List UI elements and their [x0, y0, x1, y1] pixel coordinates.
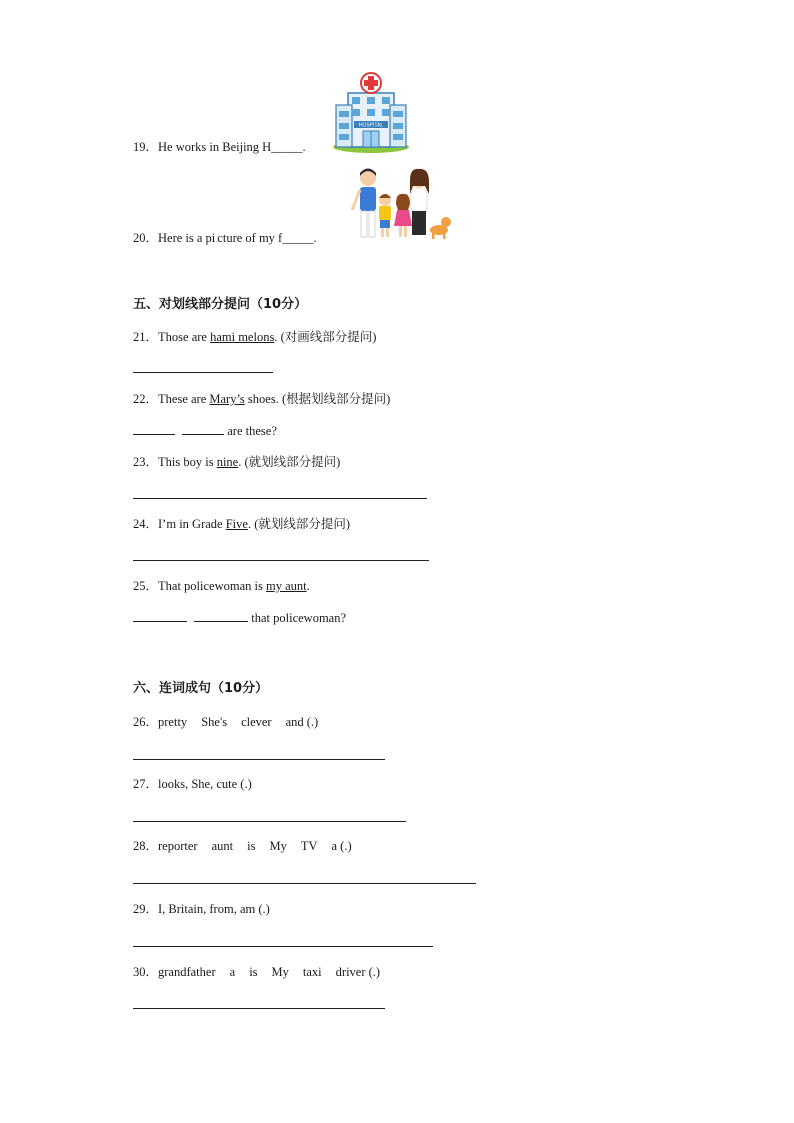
question-number: 23．	[133, 455, 159, 469]
word: is	[247, 839, 256, 853]
answer-blank[interactable]: _____	[282, 231, 314, 245]
section-6-title: 六、连词成句（10分）	[133, 681, 269, 696]
question-text: This boy is	[158, 455, 217, 469]
question-text: looks, She, cute (.)	[158, 777, 252, 791]
question-number: 21．	[133, 330, 159, 344]
question-30	[133, 964, 394, 980]
word: reporter	[158, 839, 198, 853]
word: taxi	[302, 965, 322, 979]
family-illustration	[343, 166, 453, 244]
word: a	[229, 965, 236, 979]
word: driver (.)	[335, 965, 381, 979]
instruction-text: . (对画线部分提问)	[274, 330, 377, 344]
word: a (.)	[331, 839, 352, 853]
question-number: 27．	[133, 777, 159, 791]
answer-template-text: are these?	[224, 424, 277, 438]
answer-blank-1[interactable]	[133, 422, 175, 435]
question-20	[133, 230, 317, 248]
question-number: 26．	[133, 715, 159, 729]
question-text: These are	[158, 392, 210, 406]
answer-25	[133, 609, 346, 626]
word: My	[269, 839, 287, 853]
question-28	[133, 838, 366, 854]
question-number: 30．	[133, 965, 159, 979]
punctuation: .	[306, 579, 310, 593]
answer-line-23[interactable]	[133, 498, 427, 499]
question-text: Those are	[158, 330, 211, 344]
word: clever	[241, 715, 272, 729]
underlined-phrase: hami melons	[210, 330, 275, 344]
question-number: 29．	[133, 902, 159, 916]
question-29	[133, 901, 270, 917]
punctuation: .	[302, 140, 306, 154]
instruction-text: . (就划线部分提问)	[238, 455, 341, 469]
hospital-illustration	[332, 71, 410, 153]
question-number: 19．	[133, 140, 159, 154]
punctuation: .	[313, 231, 317, 245]
word: is	[249, 965, 258, 979]
question-21	[133, 329, 376, 345]
word: aunt	[211, 839, 234, 853]
question-19	[133, 139, 306, 155]
question-text: I’m in Grade	[158, 517, 226, 531]
answer-line-24[interactable]	[133, 560, 429, 561]
underlined-phrase: nine	[216, 455, 239, 469]
question-23	[133, 454, 340, 470]
answer-blank-2[interactable]	[182, 422, 224, 435]
question-number: 22．	[133, 392, 159, 406]
question-22	[133, 391, 390, 407]
word: pretty	[158, 715, 188, 729]
underlined-phrase: Mary’s	[209, 392, 245, 406]
question-text: He works in Beijing H	[158, 140, 272, 154]
question-24	[133, 516, 350, 532]
answer-blank[interactable]: _____	[271, 140, 303, 154]
word: TV	[300, 839, 318, 853]
question-number: 24．	[133, 517, 159, 531]
answer-blank-1[interactable]	[133, 609, 187, 622]
answer-blank-2[interactable]	[194, 609, 248, 622]
answer-line-28[interactable]	[133, 883, 476, 884]
question-number: 25．	[133, 579, 159, 593]
answer-line-30[interactable]	[133, 1008, 385, 1009]
question-27	[133, 776, 252, 792]
answer-line-29[interactable]	[133, 946, 433, 947]
underlined-phrase: Five	[225, 517, 248, 531]
question-text: I, Britain, from, am (.)	[158, 902, 270, 916]
answer-line-21[interactable]	[133, 372, 273, 373]
svg-text:HOSPITAL: HOSPITAL	[358, 122, 384, 129]
word: grandfather	[158, 965, 216, 979]
underlined-phrase: my aunt	[265, 579, 307, 593]
answer-22	[133, 422, 277, 439]
question-text: That policewoman is	[158, 579, 266, 593]
section-5-title: 五、对划线部分提问（10分）	[133, 297, 308, 312]
question-text-continued: cture of my f	[217, 231, 283, 245]
answer-line-26[interactable]	[133, 759, 385, 760]
word: and (.)	[285, 715, 319, 729]
stray-mark: .	[215, 235, 218, 244]
instruction-text: . (就划线部分提问)	[247, 517, 351, 531]
answer-template-text: that policewoman?	[248, 611, 347, 625]
question-26	[133, 714, 332, 730]
word: She's	[201, 715, 228, 729]
question-number: 20．	[133, 231, 159, 245]
question-number: 28．	[133, 839, 159, 853]
question-text: Here is a pi	[158, 231, 216, 245]
instruction-text: shoes. (根据划线部分提问)	[244, 392, 391, 406]
answer-line-27[interactable]	[133, 821, 406, 822]
word: My	[271, 965, 289, 979]
question-25	[133, 578, 310, 594]
